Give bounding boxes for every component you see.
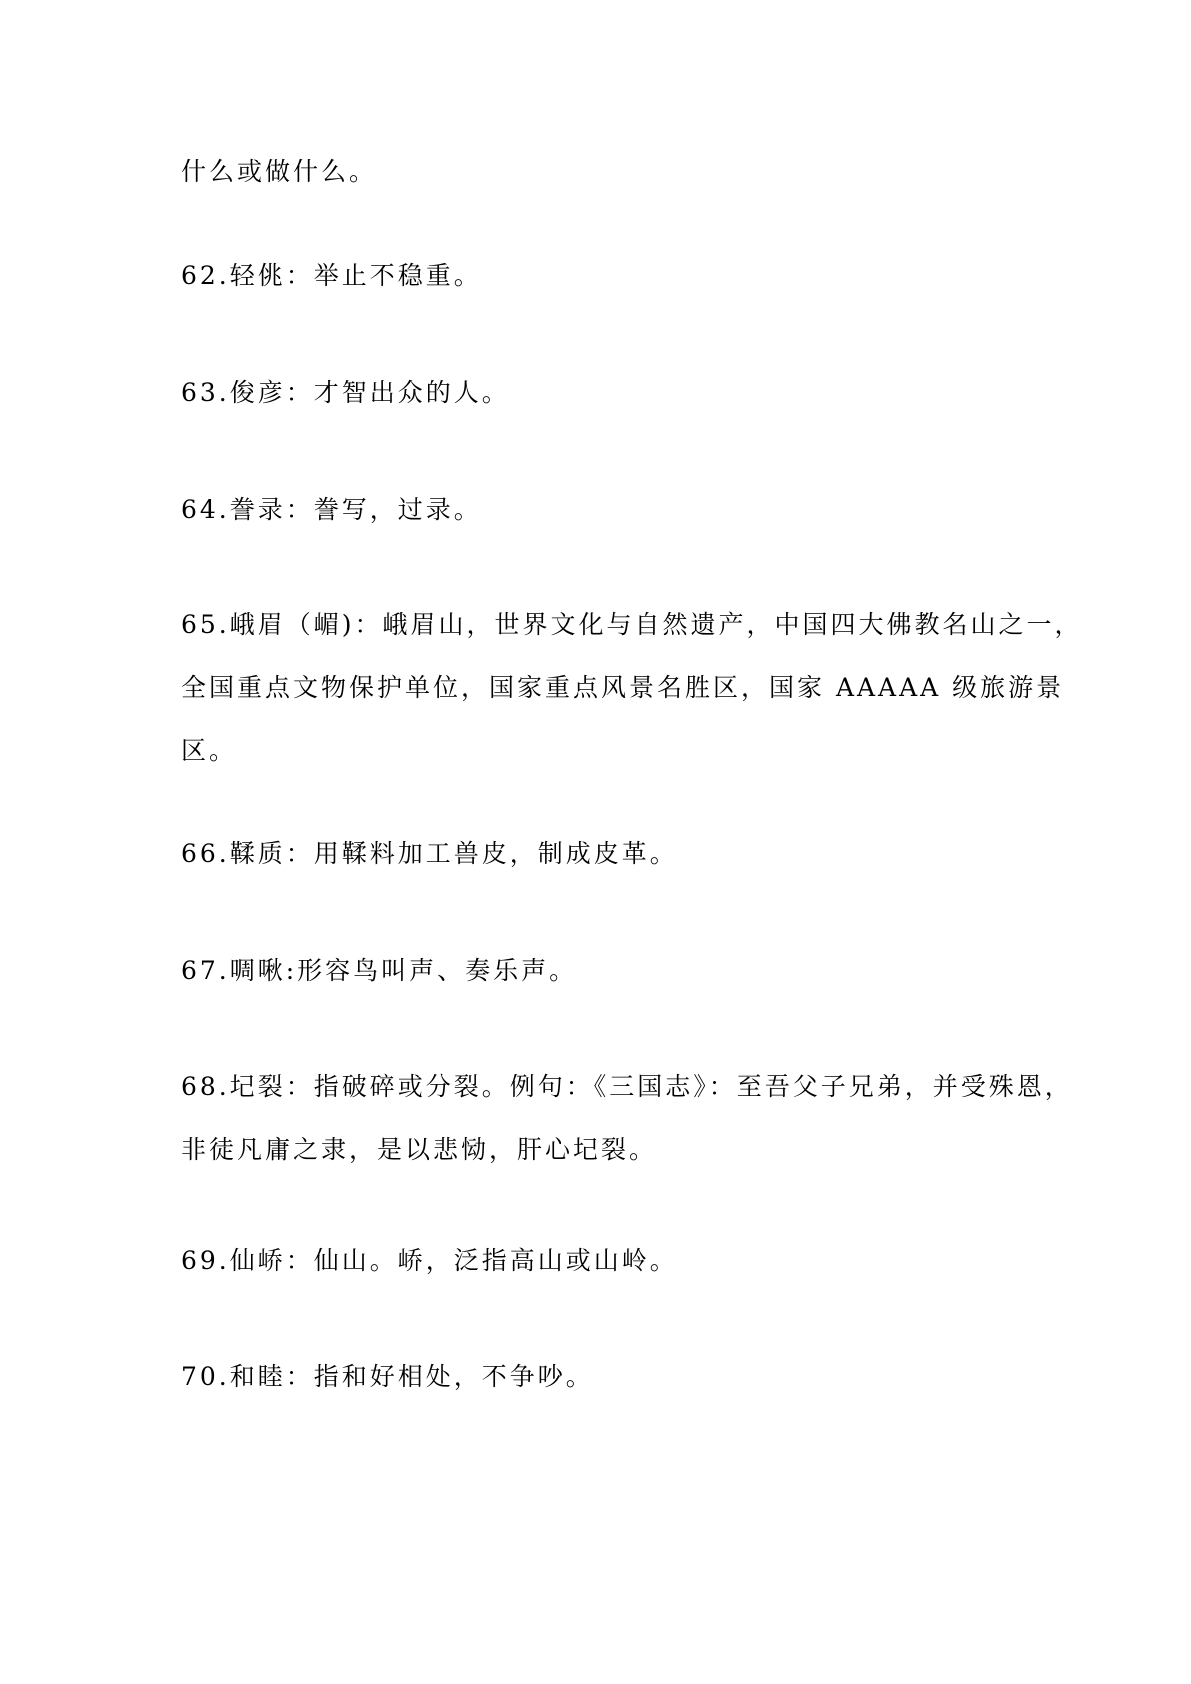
text-line: 什么或做什么。 [181, 157, 378, 186]
text-line: 67.啁啾:形容鸟叫声、奏乐声。 [181, 956, 578, 985]
entry-65 [181, 593, 1083, 782]
text-line: 63.俊彦：才智出众的人。 [181, 378, 510, 407]
paragraph-continuation [181, 140, 1021, 203]
entry-64 [181, 478, 1021, 541]
entry-68 [181, 1055, 1073, 1181]
entry-70 [181, 1345, 1021, 1408]
entry-67 [181, 939, 1021, 1002]
text-line: 69.仙峤：仙山。峤，泛指高山或山岭。 [181, 1246, 678, 1275]
text-line: 非徒凡庸之隶，是以悲恸，肝心圮裂。 [181, 1135, 658, 1164]
text-line: 70.和睦：指和好相处，不争吵。 [181, 1362, 594, 1391]
entry-62 [181, 244, 1021, 307]
text-line: 68.圮裂：指破碎或分裂。例句：《三国志》：至吾父子兄弟，并受殊恩， [181, 1072, 1073, 1101]
text-line: 全国重点文物保护单位，国家重点风景名胜区，国家 AAAAA 级旅游景 [181, 673, 1065, 702]
text-line: 66.鞣质：用鞣料加工兽皮，制成皮革。 [181, 839, 678, 868]
entry-69 [181, 1229, 1021, 1292]
text-line: 62.轻佻：举止不稳重。 [181, 261, 482, 290]
entry-63 [181, 361, 1021, 424]
text-line: 65.峨眉（嵋)：峨眉山，世界文化与自然遗产，中国四大佛教名山之一， [181, 610, 1083, 639]
text-line: 64.誊录：誊写，过录。 [181, 495, 482, 524]
text-line: 区。 [181, 736, 238, 765]
entry-66 [181, 822, 1021, 885]
